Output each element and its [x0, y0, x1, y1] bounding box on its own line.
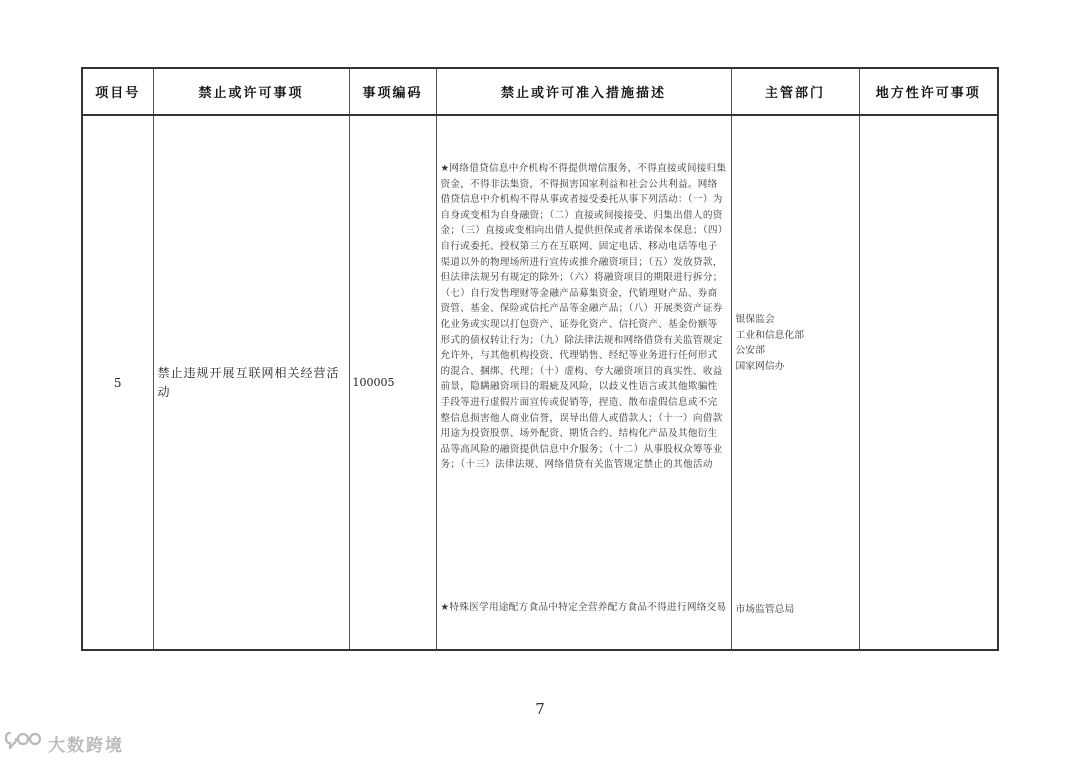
measure-description-1: ★网络借贷信息中介机构不得提供增信服务，不得直接或间接归集资金，不得非法集资，不得损害国家利益和社会公共利益。网络借贷信息中介机构不得从事或者接受委托从事下列活动：（一）为自身或变相为自身融资；（二）直接或间接接受、归集出借人的资金；（三）直接或变相向出借人提供担保或者承诺保本保息；（四）自行或委托、授权第三方在互联网、固定电话、移动电话等电子渠道以外的物理场所进行宣传或推介融资项目；（五）发放贷款，但法律法规另有规定的除外；（六）将融资项目的期限进行拆分；（七）自行发售理财等金融产品募集资金，代销理财产品、券商资管、基金、保险或信托产品等金融产品；（八）开展类资产证券化业务或实现以打包资产、证券化资产、信托资产、基金份额等形式的债权转让行为；（九）除法律法规和网络借贷有关监管规定允许外，与其他机构投资、代理销售、经纪等业务进行任何形式的混合、捆绑、代理；（十）虚构、夸大融资项目的真实性、收益前景，隐瞒融资项目的瑕疵及风险，以歧义性语言或其他欺骗性手段等进行虚假片面宣传或促销等，捏造、散布虚假信息或不完整信息损害他人商业信誉，误导出借人或借款人；（十一）向借款用途为投资股票、场外配资、期货合约、结构化产品及其他衍生品等高风险的融资提供信息中介服务；（十二）从事股权众筹等业务；（十三）法律法规、网络借贷有关监管规定禁止的其他活动 — [440, 163, 727, 471]
department-name: 公安部 — [735, 345, 765, 356]
market-access-table — [81, 67, 999, 651]
table-header-row — [82, 68, 998, 115]
department-list-1 — [732, 312, 859, 374]
department-name: 银保监会 — [735, 314, 775, 325]
item-name-cell: 禁止违规开展互联网相关经营活动 — [153, 115, 349, 650]
header-measure-description: 禁止或许可准入措施描述 — [436, 68, 731, 115]
department-name: 国家网信办 — [735, 360, 785, 372]
department-name: 工业和信息化部 — [735, 329, 805, 341]
watermark-text: 大数跨境 — [48, 735, 124, 756]
header-item-name: 禁止或许可事项 — [153, 68, 349, 115]
measure-description-2: ★特殊医学用途配方食品中特定全营养配方食品不得进行网络交易 — [440, 602, 727, 613]
department-2: 市场监管总局 — [735, 604, 795, 615]
header-local-license: 地方性许可事项 — [859, 68, 998, 115]
table-row — [82, 115, 998, 650]
header-department: 主管部门 — [731, 68, 859, 115]
watermark — [4, 728, 124, 758]
measure-description-cell — [436, 115, 731, 650]
item-number-cell: 5 — [82, 115, 153, 650]
page-number: 7 — [535, 700, 545, 718]
header-item-number: 项目号 — [82, 68, 153, 115]
header-item-code: 事项编码 — [349, 68, 436, 115]
item-code-cell: 100005 — [349, 115, 436, 650]
department-cell — [731, 115, 859, 650]
chat-bubble-logo-icon — [4, 729, 44, 757]
local-license-cell — [859, 115, 998, 650]
